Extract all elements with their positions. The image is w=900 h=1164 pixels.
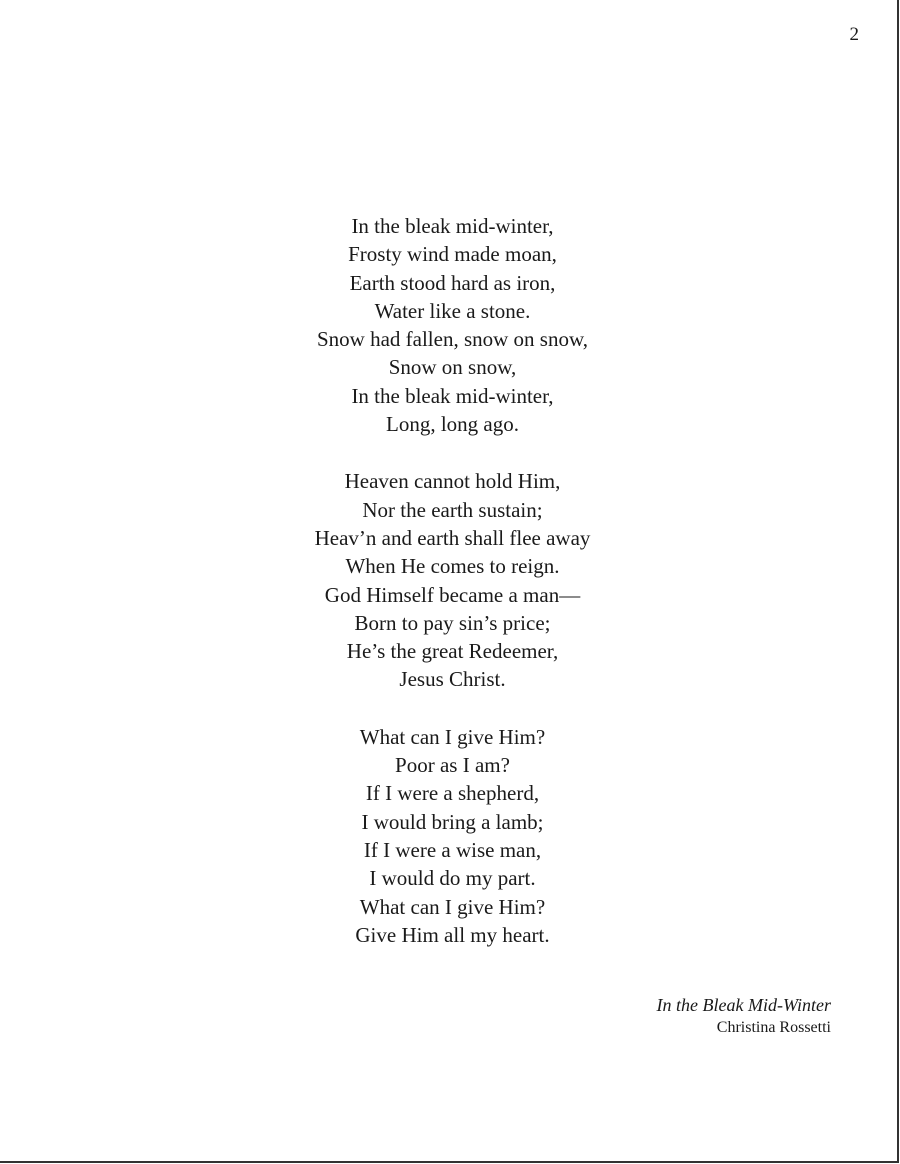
poem-line: What can I give Him? <box>359 894 546 919</box>
stanza-2 <box>0 467 900 693</box>
poem-author: Christina Rossetti <box>716 1019 831 1036</box>
poem <box>0 212 900 978</box>
poem-line: In the bleak mid-winter, <box>351 214 554 238</box>
poem-line: If I were a wise man, <box>363 837 542 862</box>
stanza-1 <box>0 212 900 438</box>
poem-title: In the Bleak Mid-Winter <box>656 995 831 1015</box>
poem-line: Long, long ago. <box>386 412 519 437</box>
poem-line: In the bleak mid-winter, <box>351 383 554 408</box>
poem-line: Snow on snow, <box>388 355 517 380</box>
poem-line: If I were a shepherd, <box>365 781 540 806</box>
poem-line: Frosty wind made moan, <box>348 242 557 267</box>
poem-line: Earth stood hard as iron, <box>349 270 556 295</box>
poem-line: Poor as I am? <box>395 753 510 778</box>
poem-line: Give Him all my heart. <box>355 922 550 947</box>
poem-line: Nor the earth sustain; <box>362 497 543 522</box>
poem-line: I would bring a lamb; <box>361 809 544 834</box>
poem-line: Heaven cannot hold Him, <box>344 469 561 494</box>
poem-line: Heav’n and earth shall flee away <box>314 525 591 550</box>
poem-line: He’s the great Redeemer, <box>346 639 559 664</box>
page-number: 2 <box>849 24 859 45</box>
poem-line: What can I give Him? <box>359 724 546 749</box>
poem-line: God Himself became a man— <box>324 582 581 607</box>
attribution <box>657 993 831 1039</box>
poem-line: Born to pay sin’s price; <box>354 610 551 635</box>
poem-line: When He comes to reign. <box>345 554 560 579</box>
poem-line: Water like a stone. <box>374 298 531 323</box>
poem-line: Snow had fallen, snow on snow, <box>316 327 589 352</box>
stanza-3 <box>0 723 900 949</box>
poem-line: Jesus Christ. <box>399 667 506 692</box>
poem-line: I would do my part. <box>369 866 536 891</box>
